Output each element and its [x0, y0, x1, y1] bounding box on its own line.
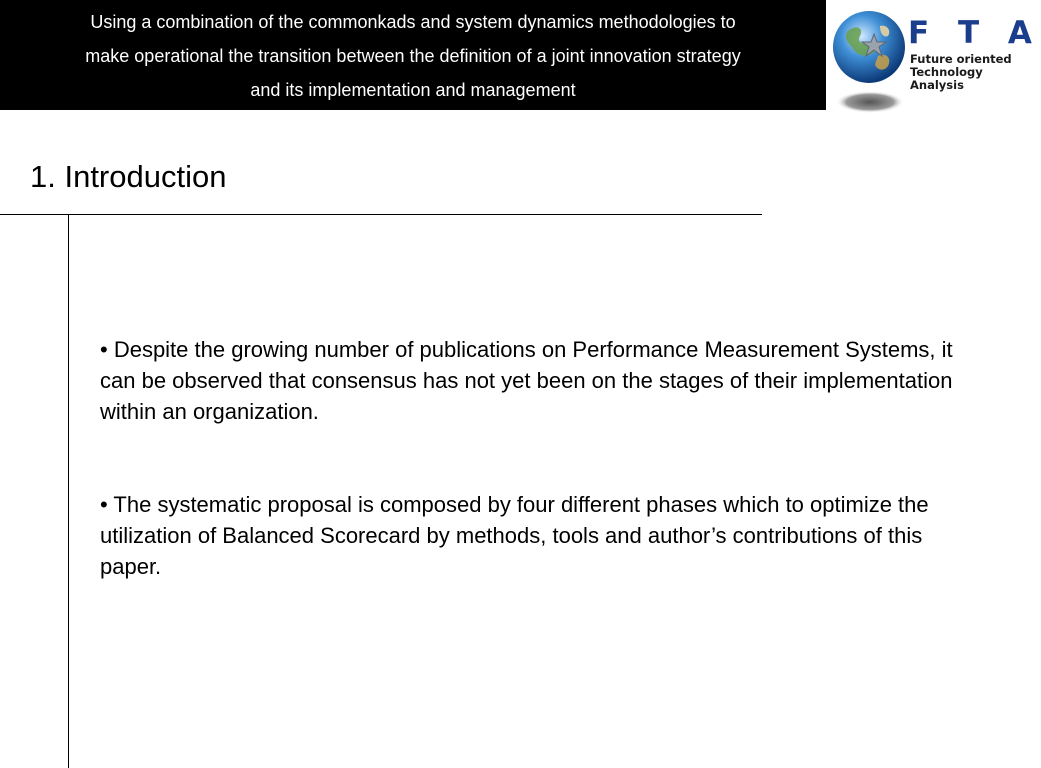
fta-logo [830, 6, 1041, 118]
header-title-line-2: make operational the transition between the definition of a joint innovation strategy [85, 46, 741, 66]
logo-subtitle-line-2: Technology [910, 65, 983, 79]
logo-subtitle-line-3: Analysis [910, 78, 964, 92]
bullet-item-1: • Despite the growing number of publications on Performance Measurement Systems, it can be observed that consensus has not yet been on the stages of their implementation within an organization. [100, 337, 953, 424]
logo-letters: F T A [908, 15, 1041, 51]
bullet-item-2: • The systematic proposal is composed by four different phases which to optimize the utilization of Balanced Scorecard by methods, tools and author’s contributions of this paper. [100, 492, 929, 579]
bullet-list [100, 334, 980, 644]
header-title-line-1: Using a combination of the commonkads and system dynamics methodologies to [90, 12, 736, 32]
logo-subtitle [910, 53, 1020, 92]
vertical-divider [68, 214, 69, 768]
horizontal-divider [0, 214, 762, 215]
header-title-bar [0, 0, 826, 110]
header-title-line-3: and its implementation and management [250, 80, 576, 100]
section-title: 1. Introduction [30, 159, 227, 194]
logo-subtitle-line-1: Future oriented [910, 52, 1012, 66]
